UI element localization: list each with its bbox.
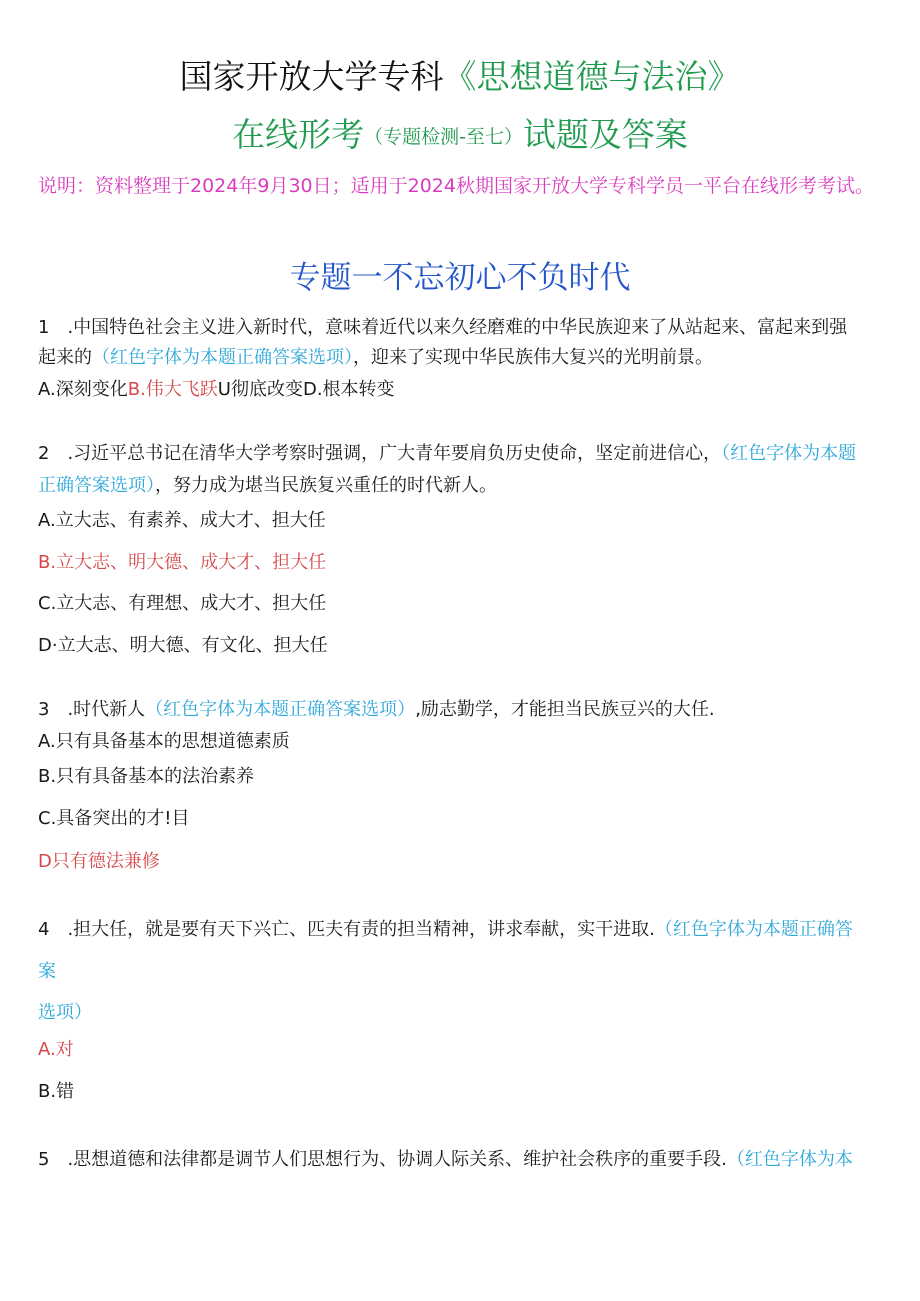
q1-option-cd: U彻底改变D.根本转变 [217, 379, 395, 400]
answer-hint-cont: 正确答案选项） [38, 475, 155, 496]
q4-stem-line2: 案 [38, 961, 56, 982]
q4-option-b: B.错 [38, 1081, 75, 1102]
q4-stem-text: 4 .担大任，就是要有天下兴亡、匹夫有责的担当精神，讲求奉献，实干进取. [38, 919, 655, 940]
subtitle-main: 在线形考 [232, 115, 365, 154]
q5-stem-line1 [38, 1148, 888, 1172]
q3-stem-text: 3 .时代新人 [38, 699, 146, 720]
q3-stem-tail: ,励志勤学，才能担当民族豆兴的大任. [415, 699, 715, 720]
q2-option-c: C.立大志、有理想、成大才、担大任 [38, 593, 327, 614]
answer-hint: （红色字体为本 [726, 1149, 853, 1170]
q2-stem-tail: ，努力成为堪当民族复兴重任的时代新人。 [155, 475, 497, 496]
q1-option-a: A.深刻变化 [38, 379, 128, 400]
q2-stem-line2 [38, 474, 888, 498]
q5-stem-text: 5 .思想道德和法律都是调节人们思想行为、协调人际关系、维护社会秩序的重要手段. [38, 1149, 727, 1170]
q4-stem-line3: 选项） [38, 1002, 92, 1023]
section-title: 专题一不忘初心不负时代 [289, 260, 631, 296]
q3-option-d-correct: D只有德法兼修 [38, 851, 160, 872]
q2-option-b-correct: B.立大志、明大德、成大才、担大任 [38, 552, 327, 573]
subtitle-tail: 试题及答案 [522, 115, 688, 154]
q1-stem-tail: ，迎来了实现中华民族伟大复兴的光明前景。 [353, 347, 713, 368]
q1-options [38, 378, 888, 402]
q2-option-a: A.立大志、有素养、成大才、担大任 [38, 510, 326, 531]
title-course: 《思想道德与法治》 [443, 57, 741, 96]
answer-hint: （红色字体为本题正确答案选项） [145, 699, 416, 720]
q2-stem-text: 2 .习近平总书记在清华大学考察时强调，广大青年要肩负历史使命，坚定前进信心， [38, 443, 722, 464]
document-title [0, 52, 920, 102]
q2-option-d: D·立大志、明大德、有文化、担大任 [38, 635, 328, 656]
subtitle-scope: （专题检测-至七） [364, 126, 523, 148]
answer-hint: （红色字体为本题 [721, 443, 857, 464]
q1-option-b-correct: B.伟大飞跃 [127, 379, 218, 400]
answer-hint: （红色字体为本题正确答 [654, 919, 853, 940]
q1-stem-line2 [38, 346, 888, 370]
q1-stem-line1: 1 .中国特色社会主义进入新时代，意味着近代以来久经磨难的中华民族迎来了从站起来、富起来到强 [38, 317, 848, 338]
q4-option-a-correct: A.对 [38, 1039, 74, 1060]
q3-option-a: A.只有具备基本的思想道德素质 [38, 731, 290, 752]
q3-stem-line1 [38, 698, 888, 722]
document-subtitle [0, 110, 920, 162]
title-school: 国家开放大学专科 [179, 57, 444, 96]
q3-option-c: C.具备突出的才!目 [38, 808, 190, 829]
q2-stem-line1 [38, 442, 888, 466]
q1-stem-text: 起来的 [38, 347, 92, 368]
answer-hint: （红色字体为本题正确答案选项） [92, 347, 353, 368]
document-note: 说明：资料整理于2024年9月30日；适用于2024秋期国家开放大学专科学员一平台在线形考考试。 [38, 175, 874, 197]
q4-stem-line1 [38, 918, 888, 942]
q3-option-b: B.只有具备基本的法治素养 [38, 766, 255, 787]
